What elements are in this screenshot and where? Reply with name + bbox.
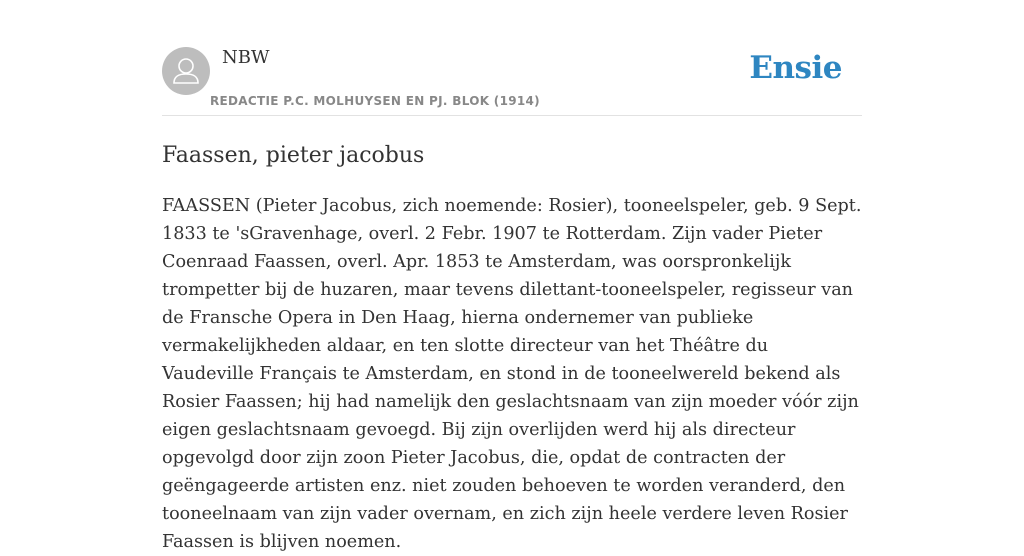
source-header <box>162 0 862 116</box>
article-body: FAASSEN (Pieter Jacobus, zich noemende: Rosier), tooneelspeler, geb. 9 Sept. 1833 te 'sGravenhage, overl. 2 Febr. 1907 te Rotterdam. Zijn vader Pieter Coenraad Faassen, overl. Apr. 1853 te Amsterdam, was oorspronkelijk trompetter bij de huzaren, maar tevens dilettant-tooneelspeler, regisseur van de Fransche Opera in Den Haag, hierna ondernemer van publieke vermakelijkheden aldaar, en ten slotte directeur van het Théâtre du Vaudeville Français te Amsterdam, en stond in de tooneelwereld bekend als Rosier Faassen; hij had namelijk den geslachtsnaam van zijn moeder vóór zijn eigen geslachtsnaam gevoegd. Bij zijn overlijden werd hij als directeur opgevolgd door zijn zoon Pieter Jacobus, die, opdat de contracten der geëngageerde artisten enz. niet zouden behoeven te worden veranderd, den tooneelnaam van zijn vader overnam, en zich zijn heele verdere leven Rosier Faassen is blijven noemen. <box>162 196 862 552</box>
avatar <box>162 47 210 95</box>
source-subtitle: REDACTIE P.C. MOLHUYSEN EN PJ. BLOK (1914) <box>210 94 540 108</box>
brand-logo[interactable]: Ensie <box>749 50 842 86</box>
article-title: Faassen, pieter jacobus <box>162 143 425 168</box>
user-icon <box>162 47 210 95</box>
article-card <box>162 0 862 556</box>
source-name[interactable]: NBW <box>222 47 270 68</box>
